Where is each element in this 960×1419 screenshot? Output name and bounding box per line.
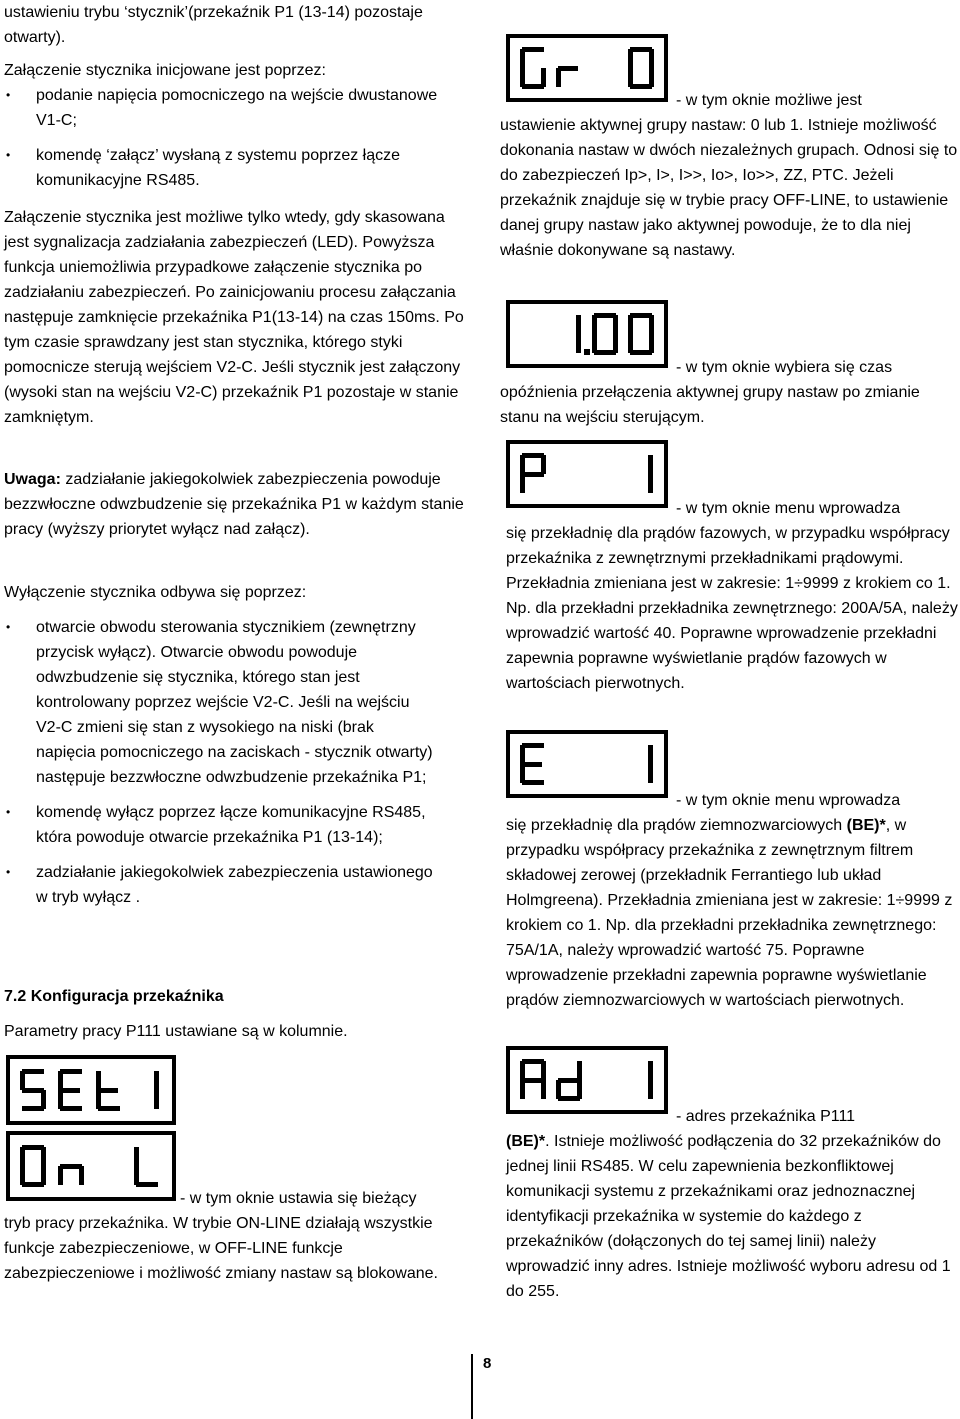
lcd-phase-ratio-digits — [510, 444, 664, 504]
group-caption: - w tym oknie możliwe jest — [676, 92, 862, 109]
paragraph-switch-off: Wyłączenie stycznika odbywa się poprzez: — [4, 584, 307, 601]
lcd-display-group — [506, 34, 668, 102]
page-number: 8 — [471, 1354, 491, 1419]
lcd-display-online — [6, 1131, 176, 1201]
earth-ratio-text-start: się przekładnię dla prądów ziemnozwarciowych — [506, 817, 847, 834]
lcd-group-digits — [510, 38, 664, 98]
lcd-online-digits — [10, 1135, 172, 1197]
list-item: • zadziałanie jakiegokolwiek zabezpieczenia ustawionego w tryb wyłącz . — [4, 860, 436, 910]
lcd-address-digits — [510, 1050, 664, 1110]
lcd-display-delay — [506, 300, 668, 368]
paragraph-switch-on: Załączenie stycznika inicjowane jest poprzez: — [4, 62, 326, 79]
paragraph-conditions: Załączenie stycznika jest możliwe tylko wtedy, gdy skasowana jest sygnalizacja zadziałania zabezpieczeń (LED). Powyższa funkcja uniemożliwia przypadkowe załączenie stycznika po zadziałaniu zabezpieczeń. Po zainicjowaniu procesu załączania następuje zamknięcie przekaźnika P1(13-14) na czas 150ms. Po tym czasie sprawdzany jest stan stycznika, którego styki pomocnicze sterują wejściem V2-C. Jeśli stycznik jest załączony (wysoki stan na wejściu V2-C) przekaźnik P1 pozostaje w stanie zamkniętym. — [4, 209, 464, 426]
warning-text: zadziałanie jakiegokolwiek zabezpieczenia powoduje bezzwłoczne odwzbudzenie się przekaźnika P1 w każdym stanie pracy (wyższy priorytet wyłącz nad załącz). — [4, 471, 464, 538]
address-caption: - adres przekaźnika P111 — [676, 1108, 856, 1125]
lcd-display-earth-ratio — [506, 730, 668, 798]
phase-ratio-caption: - w tym oknie menu wprowadza — [676, 500, 901, 517]
earth-ratio-caption: - w tym oknie menu wprowadza — [676, 792, 901, 809]
warning-label: Uwaga: — [4, 471, 61, 488]
address-description — [506, 1129, 960, 1304]
online-description: tryb pracy przekaźnika. W trybie ON-LINE działają wszystkie funkcje zabezpieczeniowe, w OFF-LINE funkcje zabezpieczeniowe i możliwość zmiany nastaw są blokowane. — [4, 1215, 438, 1282]
warning-note — [4, 467, 466, 542]
phase-ratio-description: się przekładnię dla prądów fazowych, w przypadku współpracy przekaźnika z zewnętrznymi przekładnikami prądowymi. Przekładnia zmieniana jest w zakresie: 1÷9999 z krokiem co 1. Np. dla przekładni przekładnika zewnętrznego: 200A/5A, należy wprowadzić wartość 40. Poprawne wprowadzenie przekładni zapewnia poprawne wyświetlanie prądów fazowych w wartościach pierwotnych. — [506, 525, 958, 692]
list-item: • komendę ‘załącz’ wysłaną z systemu poprzez łącze komunikacyjne RS485. — [4, 143, 449, 193]
earth-ratio-description — [506, 813, 960, 1013]
switch-off-list — [4, 615, 436, 910]
paragraph-intro: ustawieniu trybu ‘stycznik’(przekaźnik P1 (13-14) pozostaje otwarty). — [4, 4, 423, 46]
list-item: • podanie napięcia pomocniczego na wejście dwustanowe V1-C; — [4, 83, 449, 133]
delay-caption: - w tym oknie wybiera się czas — [676, 359, 893, 376]
switch-on-list — [4, 83, 449, 193]
lcd-earth-ratio-digits — [510, 734, 664, 794]
lcd-set-digits — [10, 1059, 172, 1121]
list-item: • komendę wyłącz poprzez łącze komunikacyjne RS485, która powoduje otwarcie przekaźnika P1 (13-14); — [4, 800, 436, 850]
paragraph-params: Parametry pracy P111 ustawiane są w kolumnie. — [4, 1023, 348, 1040]
lcd-display-address — [506, 1046, 668, 1114]
online-caption: - w tym oknie ustawia się bieżący — [180, 1190, 417, 1207]
delay-description: opóźnienia przełączenia aktywnej grupy nastaw po zmianie stanu na wejściu sterującym. — [500, 384, 920, 426]
address-text: . Istnieje możliwość podłączenia do 32 przekaźników do jednej linii RS485. W celu zapewnienia bezkonfliktowej komunikacji systemu z przekaźnikami oraz jednoznacznej identyfikacji przekaźnika w systemie do każdego z przekaźników (dołączonych do tej samej linii) należy wprowadzić inny adres. Istnieje możliwość wyboru adresu od 1 do 255. — [506, 1133, 951, 1300]
address-be-marker: (BE)* — [506, 1133, 546, 1150]
group-description: ustawienie aktywnej grupy nastaw: 0 lub 1. Istnieje możliwość dokonania nastaw w dwóch niezależnych grupach. Odnosi się to do zabezpieczeń Ip>, I>, I>>, Io>, Io>>, ZZ, PTC. Jeżeli przekaźnik znajduje się w trybie pracy OFF-LINE, to ustawienie danej grupy nastaw jako aktywnej powoduje, że to dla niej właśnie dokonywane są nastawy. — [500, 117, 958, 259]
lcd-display-set — [6, 1055, 176, 1125]
list-item: • otwarcie obwodu sterowania stycznikiem (zewnętrzny przycisk wyłącz). Otwarcie obwodu powoduje odwzbudzenie się stycznika, którego stan jest kontrolowany poprzez wejście V2-C. Jeśli na wejściu V2-C zmieni się stan z wysokiego na niski (brak napięcia pomocniczego na zaciskach - stycznik otwarty) następuje bezzwłoczne odwzbudzenie przekaźnika P1; — [4, 615, 436, 790]
lcd-delay-digits — [510, 304, 664, 364]
earth-ratio-text-end: , w przypadku współpracy przekaźnika z zewnętrznym filtrem składowej zerowej (przekładnik Ferrantiego lub układ Holmgreena). Przekładnia zmieniana jest w zakresie: 1÷9999 z krokiem co 1. Np. dla przekładni przekładnika zewnętrznego: 75A/1A, należy wprowadzić wartość 75. Poprawne wprowadzenie przekładni zapewnia poprawne wyświetlanie prądów ziemnozwarciowych w wartościach pierwotnych. — [506, 817, 953, 1009]
lcd-display-phase-ratio — [506, 440, 668, 508]
section-heading: 7.2 Konfiguracja przekaźnika — [4, 988, 224, 1005]
earth-ratio-be-marker: (BE)* — [846, 817, 886, 834]
